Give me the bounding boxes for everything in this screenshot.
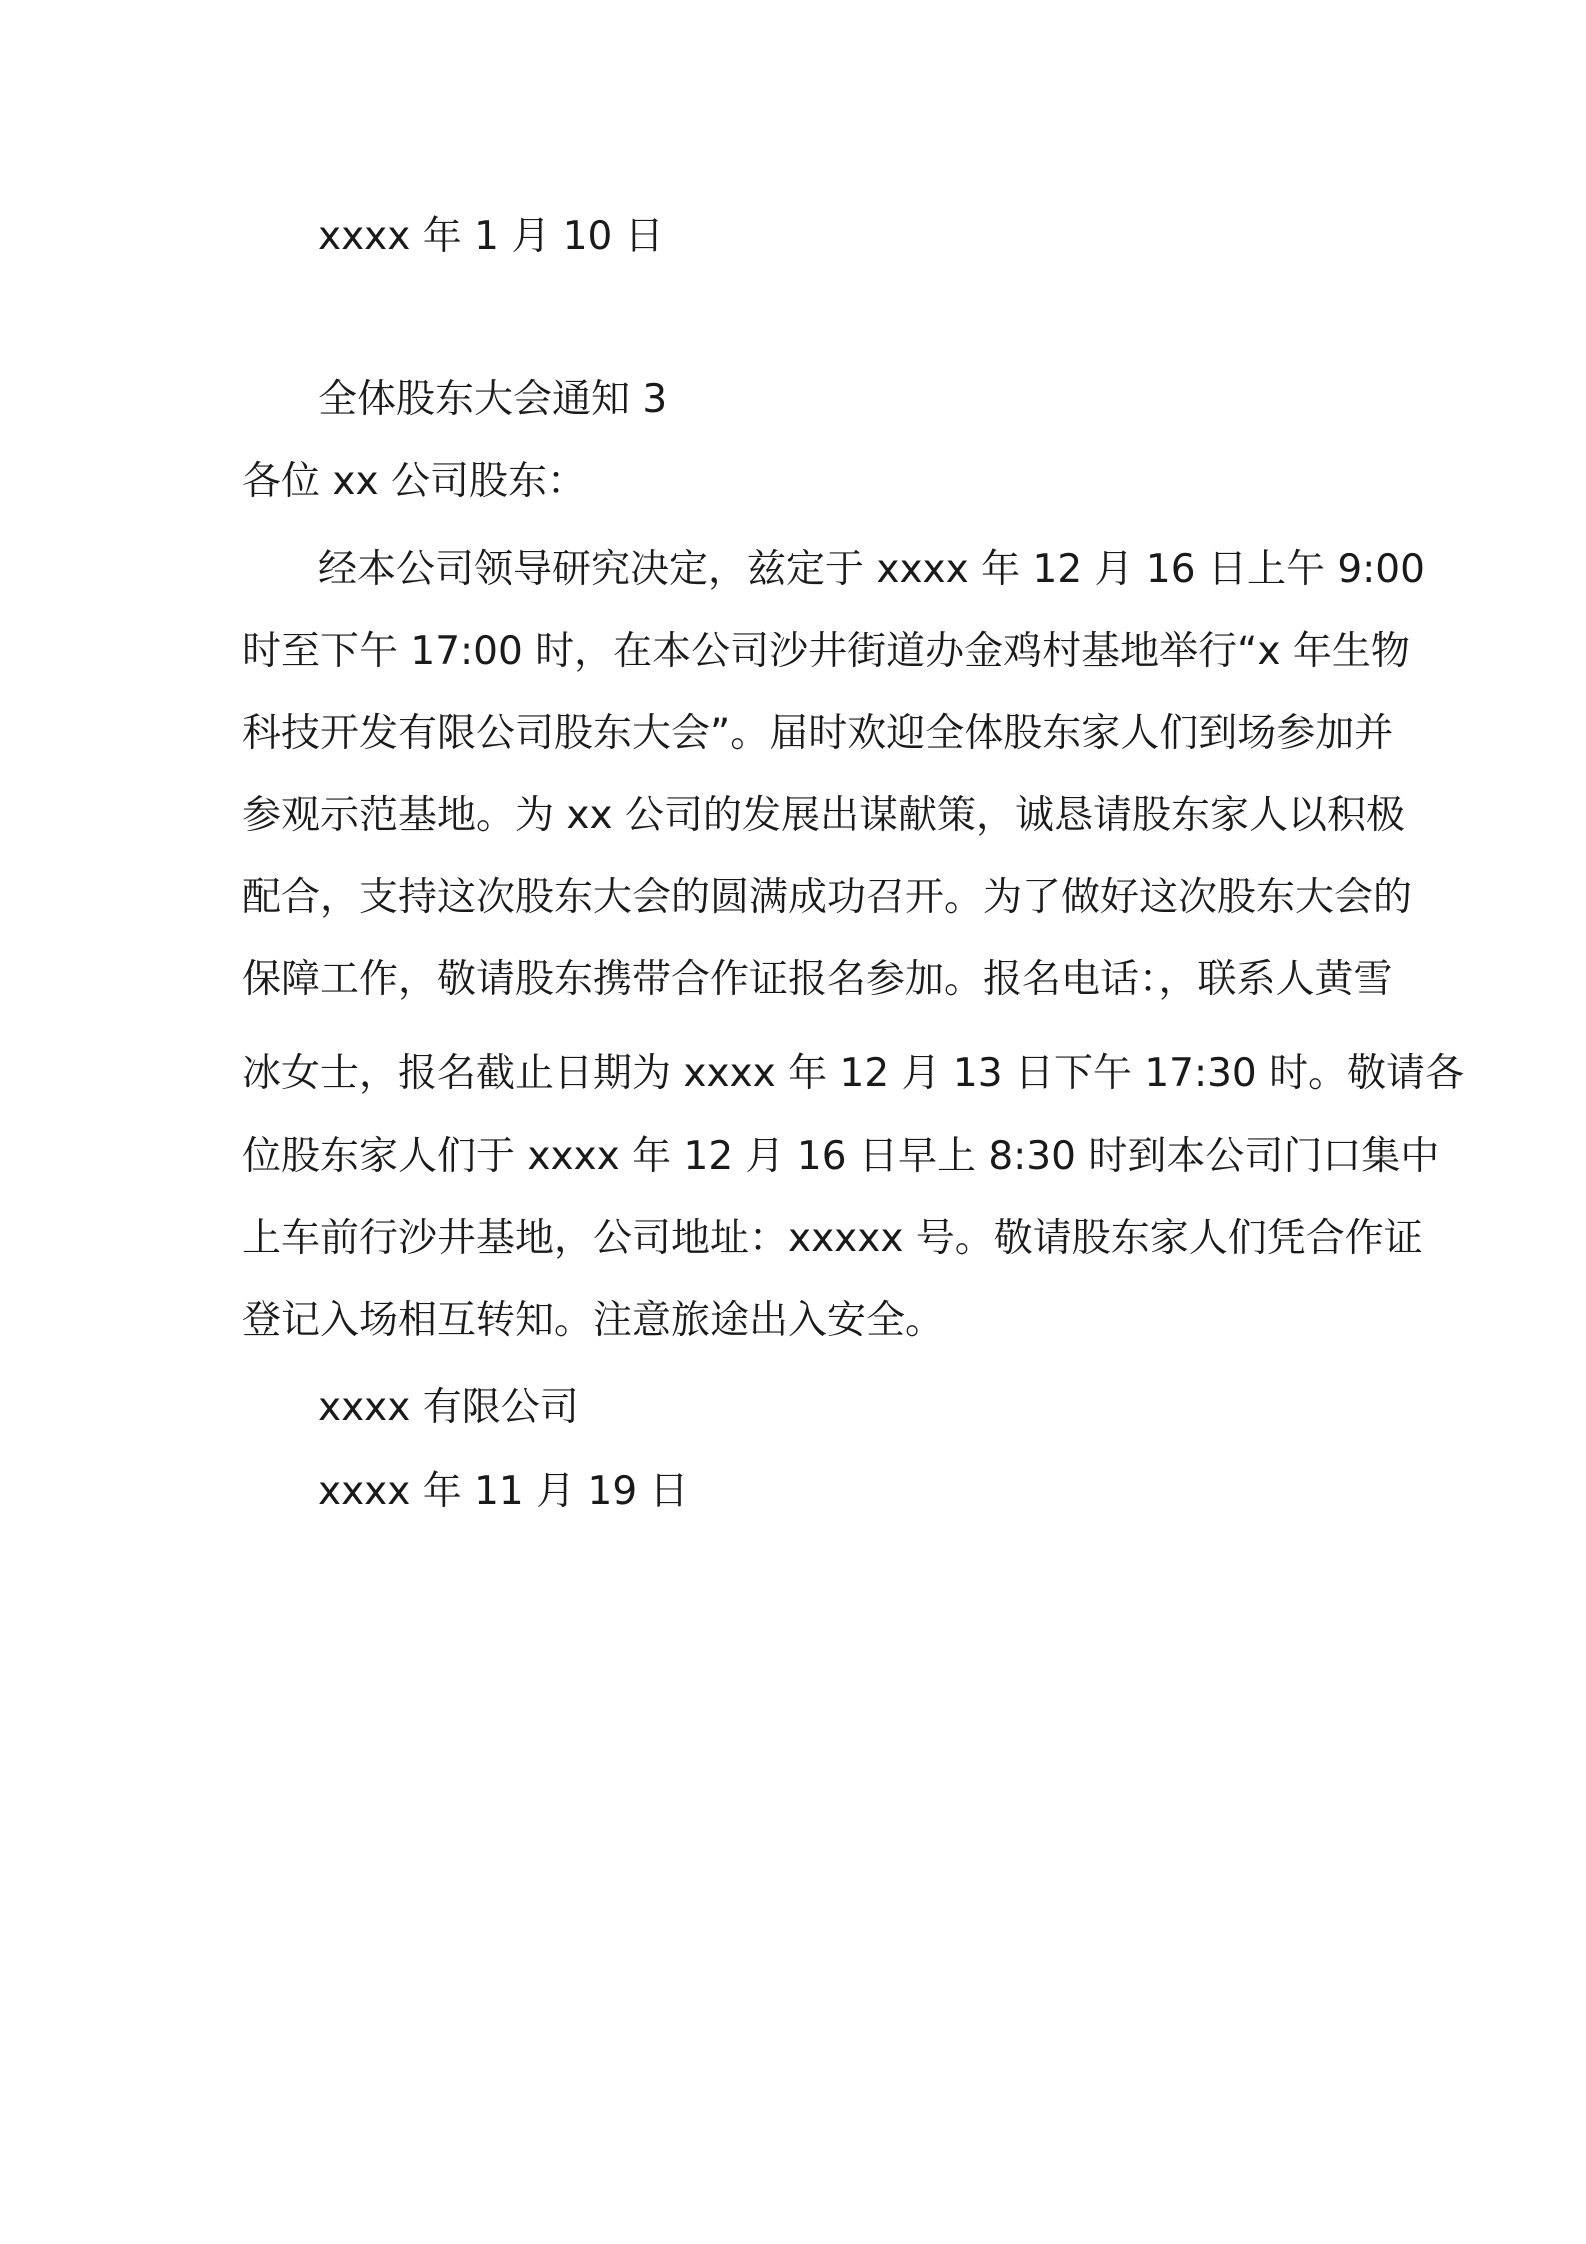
signature-date: xxxx 年 11 月 19 日 [318, 1469, 689, 1514]
body-line: 时至下午 17:00 时，在本公司沙井街道办金鸡村基地举行“x 年生物 [242, 629, 1410, 674]
body-line: 经本公司领导研究决定，兹定于 xxxx 年 12 月 16 日上午 9:00 [318, 547, 1425, 592]
body-line: 保障工作，敬请股东携带合作证报名参加。报名电话：，联系人黄雪 [242, 957, 1393, 1002]
signature-company: xxxx 有限公司 [318, 1385, 579, 1430]
salutation: 各位 xx 公司股东： [242, 459, 586, 504]
body-line: 冰女士，报名截止日期为 xxxx 年 12 月 13 日下午 17:30 时。敬请各 [242, 1051, 1465, 1096]
body-line: 位股东家人们于 xxxx 年 12 月 16 日早上 8:30 时到本公司门口集中 [242, 1134, 1440, 1179]
body-line: 登记入场相互转知。注意旅途出入安全。 [242, 1298, 945, 1343]
notice-title: 全体股东大会通知 3 [318, 377, 668, 422]
body-line: 参观示范基地。为 xx 公司的发展出谋献策，诚恳请股东家人以积极 [242, 793, 1405, 838]
body-line: 配合，支持这次股东大会的圆满成功召开。为了做好这次股东大会的 [242, 875, 1413, 920]
body-line: 科技开发有限公司股东大会”。届时欢迎全体股东家人们到场参加并 [242, 711, 1394, 756]
top-date: xxxx 年 1 月 10 日 [318, 214, 664, 259]
body-line: 上车前行沙井基地，公司地址：xxxxx 号。敬请股东家人们凭合作证 [242, 1216, 1423, 1261]
